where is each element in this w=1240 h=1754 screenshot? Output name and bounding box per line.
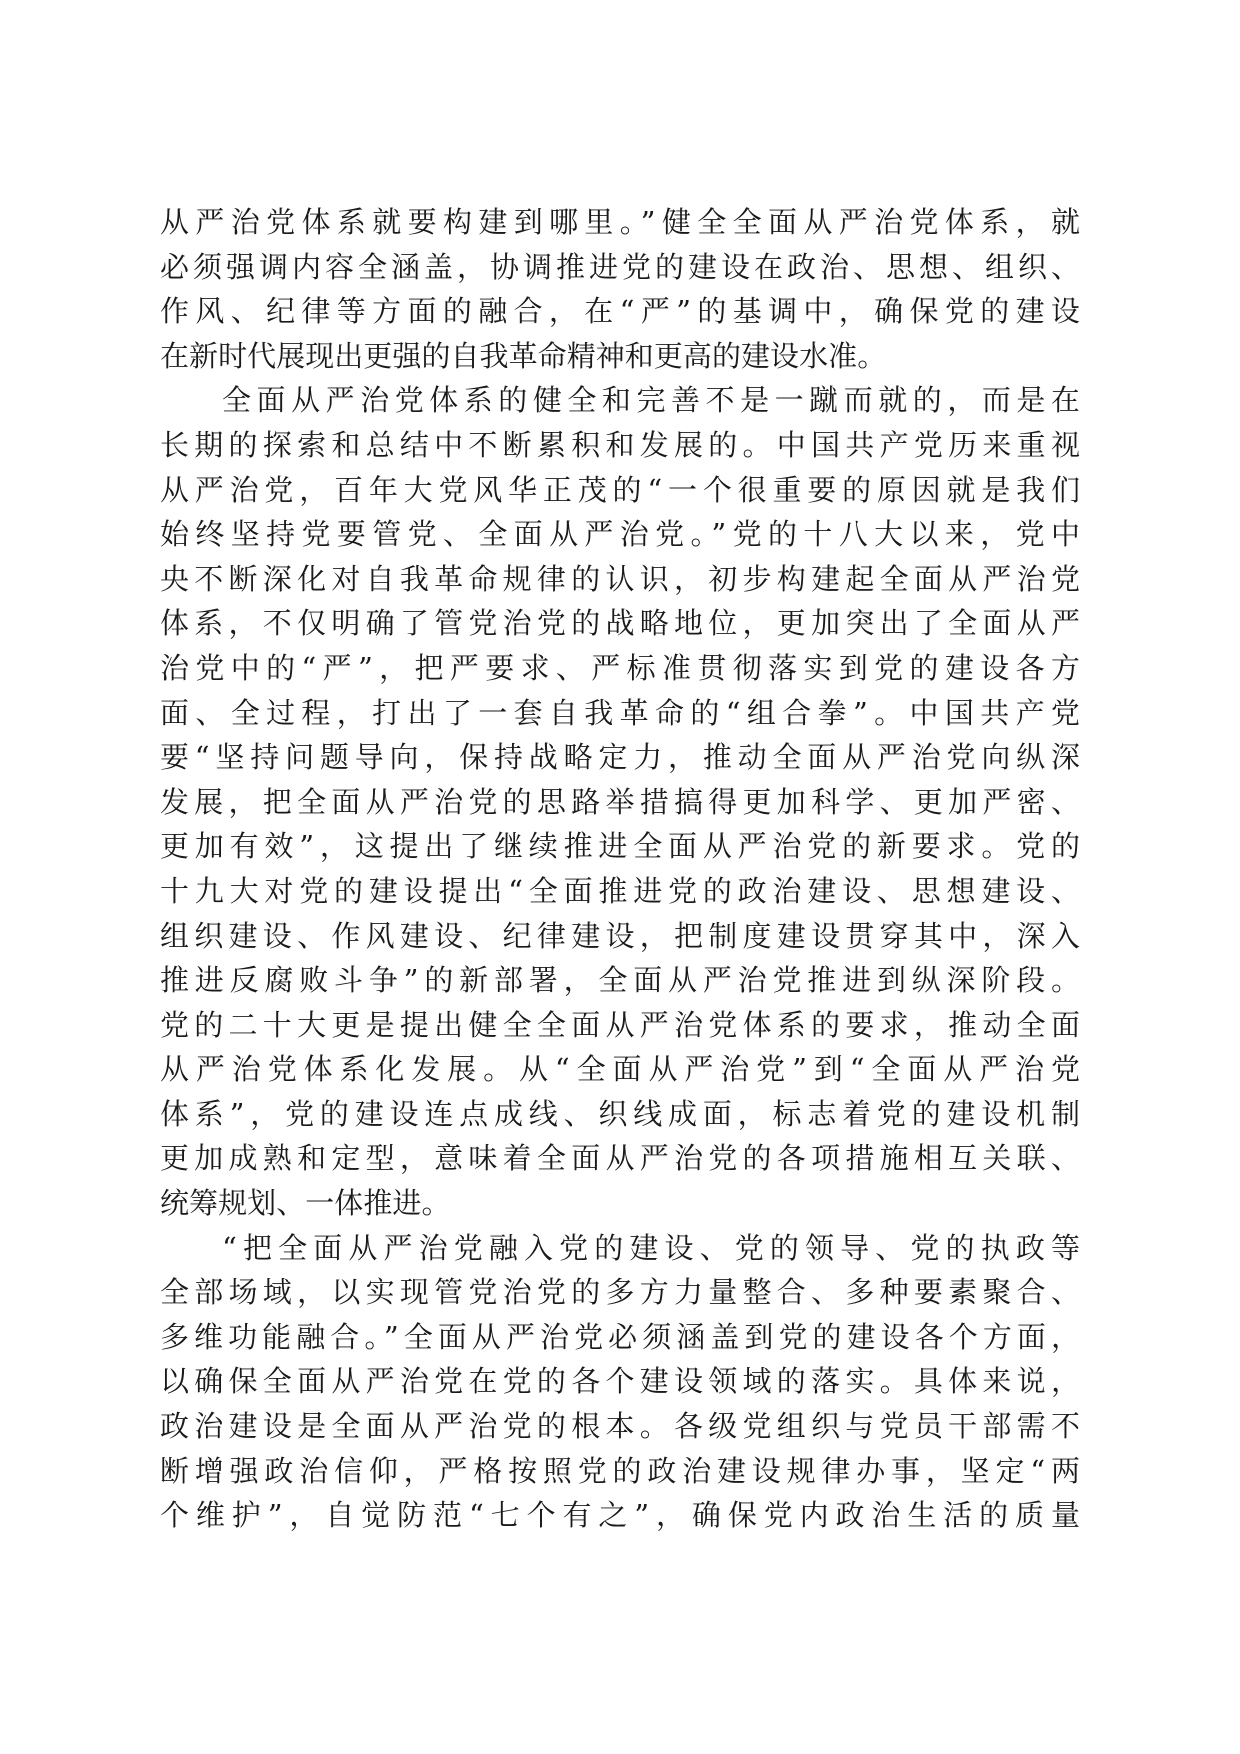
paragraph-2-line-8: 面、全过程，打出了一套自我革命的“组合拳”。中国共产党 <box>160 695 1080 730</box>
paragraph-3-line-2: 全部场域，以实现管党治党的多方力量整合、多种要素聚合、 <box>160 1275 1080 1310</box>
paragraph-2-line-19: 统筹规划、一体推进。 <box>160 1186 451 1221</box>
paragraph-2-line-6: 体系，不仅明确了管党治党的战略地位，更加突出了全面从严 <box>160 606 1080 641</box>
paragraph-3-line-5: 政治建设是全面从严治党的根本。各级党组织与党员干部需不 <box>160 1409 1080 1444</box>
paragraph-2-line-14: 推进反腐败斗争”的新部署，全面从严治党推进到纵深阶段。 <box>160 963 1080 998</box>
paragraph-2-line-1: 全面从严治党体系的健全和完善不是一蹴而就的，而是在 <box>222 383 1080 418</box>
paragraph-2-line-13: 组织建设、作风建设、纪律建设，把制度建设贯穿其中，深入 <box>160 918 1080 953</box>
paragraph-2-line-10: 发展，把全面从严治党的思路举措搞得更加科学、更加严密、 <box>160 784 1080 819</box>
paragraph-3-line-1: “把全面从严治党融入党的建设、党的领导、党的执政等 <box>222 1230 1080 1265</box>
paragraph-3-line-3: 多维功能融合。”全面从严治党必须涵盖到党的建设各个方面， <box>160 1319 1080 1354</box>
paragraph-1-line-4: 在新时代展现出更强的自我革命精神和更高的建设水准。 <box>160 338 887 373</box>
body-text <box>160 200 1080 1538</box>
paragraph-2-line-5: 央不断深化对自我革命规律的认识，初步构建起全面从严治党 <box>160 561 1080 596</box>
paragraph-3-line-4: 以确保全面从严治党在党的各个建设领域的落实。具体来说， <box>160 1364 1080 1399</box>
paragraph-2-line-17: 体系”，党的建设连点成线、织线成面，标志着党的建设机制 <box>160 1096 1080 1131</box>
paragraph-1-line-3: 作风、纪律等方面的融合，在“严”的基调中，确保党的建设 <box>160 294 1080 329</box>
paragraph-3-line-7: 个维护”，自觉防范“七个有之”，确保党内政治生活的质量 <box>160 1498 1080 1533</box>
paragraph-2-line-12: 十九大对党的建设提出“全面推进党的政治建设、思想建设、 <box>160 873 1080 908</box>
paragraph-2-line-2: 长期的探索和总结中不断累积和发展的。中国共产党历来重视 <box>160 427 1080 462</box>
paragraph-1-line-2: 必须强调内容全涵盖，协调推进党的建设在政治、思想、组织、 <box>160 249 1080 284</box>
paragraph-3-line-6: 断增强政治信仰，严格按照党的政治建设规律办事，坚定“两 <box>160 1453 1080 1488</box>
paragraph-2-line-16: 从严治党体系化发展。从“全面从严治党”到“全面从严治党 <box>160 1052 1080 1087</box>
paragraph-2-line-15: 党的二十大更是提出健全全面从严治党体系的要求，推动全面 <box>160 1007 1080 1042</box>
paragraph-2-line-3: 从严治党，百年大党风华正茂的“一个很重要的原因就是我们 <box>160 472 1080 507</box>
paragraph-2-line-4: 始终坚持党要管党、全面从严治党。”党的十八大以来，党中 <box>160 517 1080 552</box>
paragraph-2-line-18: 更加成熟和定型，意味着全面从严治党的各项措施相互关联、 <box>160 1141 1080 1176</box>
paragraph-2-line-11: 更加有效”，这提出了继续推进全面从严治党的新要求。党的 <box>160 829 1080 864</box>
paragraph-1-line-1: 从严治党体系就要构建到哪里。”健全全面从严治党体系，就 <box>160 205 1080 239</box>
paragraph-2-line-9: 要“坚持问题导向，保持战略定力，推动全面从严治党向纵深 <box>160 740 1080 775</box>
paragraph-2-line-7: 治党中的“严”，把严要求、严标准贯彻落实到党的建设各方 <box>160 650 1080 685</box>
